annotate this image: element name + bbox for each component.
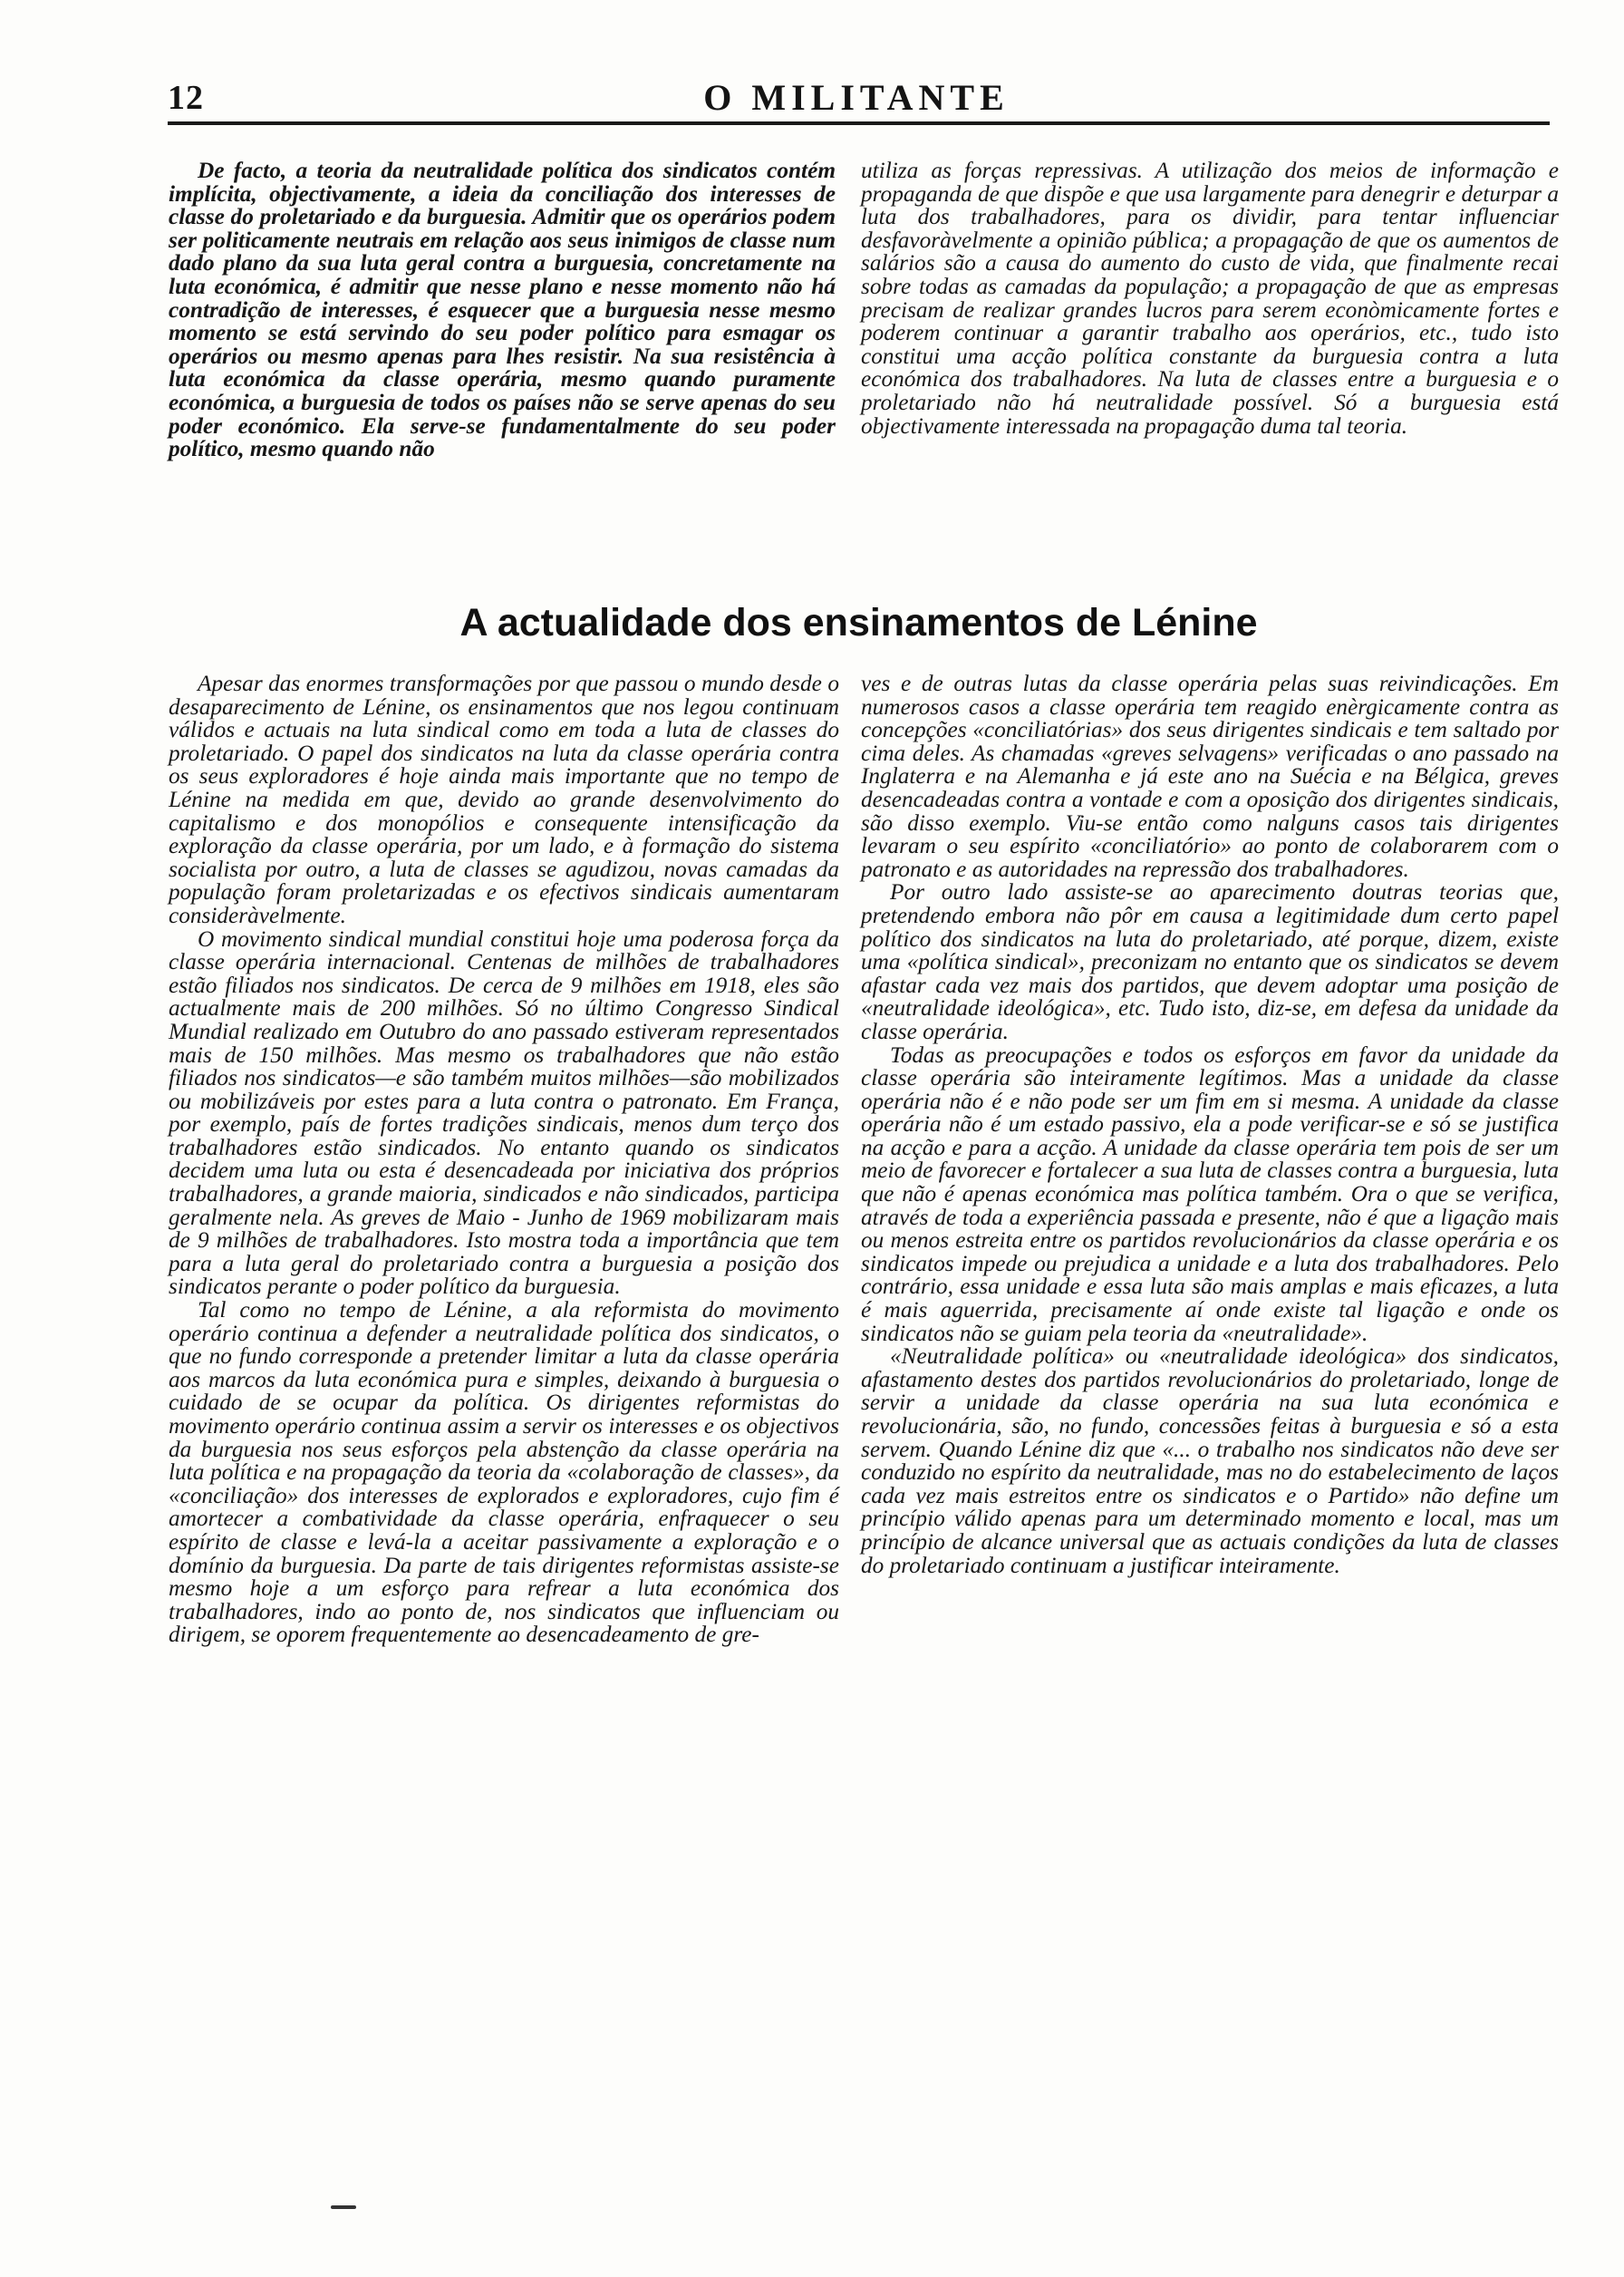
page-number: 12 [168, 79, 204, 117]
intro-left-paragraph: De facto, a teoria da neutralidade política dos sindicatos contém implícita, objectivamente, a ideia da conciliação dos interesses de classe do proletariado e da burguesia. Admitir que os operários podem ser politicamente neutrais em relação aos seus inimigos de classe num dado plano da sua luta geral contra a burguesia, concretamente na luta económica, é admitir que nesse plano e nesse momento não há contradição de interesses, é esquecer que a burguesia nesse mesmo momento se está servindo do seu poder político para esmagar os operários ou mesmo apenas para lhes resistir. Na sua resistência à luta económica da classe operária, mesmo quando puramente económica, a burguesia de todos os países não se serve apenas do seu poder económico. Ela serve-se fundamentalmente do seu poder político, mesmo quando não [169, 158, 836, 462]
article-left-column [169, 673, 839, 1647]
article-paragraph: «Neutralidade política» ou «neutralidade ideológica» dos sindicatos, afastamento destes dos partidos revolucionários do proletariado, longe de servir a unidade da classe operária na sua luta económica e revolucionária, são, no fundo, concessões feitas à burguesia e só a esta servem. Quando Lénine diz que «... o trabalho nos sindicatos não deve ser conduzido no espírito da neutralidade, mas no do estabelecimento de laços cada vez mais estreitos entre os sindicatos e o Partido» não define um princípio válido apenas para um determinado momento e local, mas um princípio de alcance universal que as actuais condições da luta de classes do proletariado continuam a justificar inteiramente. [861, 1343, 1559, 1578]
intro-left-column [169, 160, 836, 461]
scan-mark [331, 2205, 356, 2209]
article-paragraph: Apesar das enormes transformações por que passou o mundo desde o desaparecimento de Lénine, os ensinamentos que nos legou continuam válidos e actuais na luta sindical como em toda a luta de classes do proletariado. O papel dos sindicatos na luta da classe operária contra os seus exploradores é hoje ainda mais importante que no tempo de Lénine na medida em que, devido ao grande desenvolvimento do capitalismo e dos monopólios e consequente intensificação da exploração da classe operária, por um lado, e à formação do sistema socialista por outro, a luta de classes se agudizou, novas camadas da população foram proletarizadas e os efectivos sindicais aumentaram consideràvelmente. [169, 671, 839, 928]
running-title: O MILITANTE [703, 77, 1010, 118]
article-paragraph: Tal como no tempo de Lénine, a ala reformista do movimento operário continua a defender a neutralidade política dos sindicatos, o que no fundo corresponde a pretender limitar a luta da classe operária aos marcos da luta económica pura e simples, deixando à burguesia o cuidado de se ocupar da política. Os dirigentes reformistas do movimento operário continua assim a servir os interesses e os objectivos da burguesia nos seus esforços pela abstenção da classe operária na luta política e na propagação da teoria da «colaboração de classes», da «conciliação» dos interesses de explorados e exploradores, cujo fim é amortecer a combatividade da classe operária, enfraquecer o seu espírito de classe e levá-la a aceitar passivamente a exploração e o domínio da burguesia. Da parte de tais dirigentes reformistas assiste-se mesmo hoje a um esforço para refrear a luta económica dos trabalhadores, indo ao ponto de, nos sindicatos que influenciam ou dirigem, se oporem frequentemente ao desencadeamento de gre- [169, 1297, 839, 1648]
page-header [168, 71, 1545, 125]
intro-right-paragraph: utiliza as forças repressivas. A utilização dos meios de informação e propaganda de que dispõe e que usa largamente para denegrir e deturpar a luta dos trabalhadores, para os dividir, para tentar influenciar desfavoràvelmente a opinião pública; a propagação de que os aumentos de salários são a causa do aumento do custo de vida, que finalmente recai sobre todas as camadas da população; a propagação de que as empresas precisam de realizar grandes lucros para serem econòmicamente fortes e poderem continuar a garantir trabalho aos operários, etc., tudo isto constitui uma acção política constante da burguesia contra a luta económica dos trabalhadores. Na luta de classes entre a burguesia e o proletariado não há neutralidade possível. Só a burguesia está objectivamente interessada na propagação duma tal teoria. [861, 158, 1559, 439]
article-paragraph: Todas as preocupações e todos os esforços em favor da unidade da classe operária são inteiramente legítimos. Mas a unidade da classe operária não é e não pode ser um fim em si mesma. A unidade da classe operária não é um estado passivo, ela a pode verificar-se e só se justifica na acção e para a acção. A unidade da classe operária tem pois de ser um meio de favorecer e fortalecer a sua luta de classes contra a burguesia, luta que não é apenas económica mas política também. Ora o que se verifica, através de toda a experiência passada e presente, não é que a ligação mais ou menos estreita entre os partidos revolucionários da classe operária e os sindicatos impede ou prejudica a unidade e a luta dos trabalhadores. Pelo contrário, essa unidade e essa luta são mais amplas e mais eficazes, a luta é mais aguerrida, precisamente aí onde existe tal ligação e onde os sindicatos não se guiam pela teoria da «neutralidade». [861, 1042, 1559, 1346]
article-paragraph: ves e de outras lutas da classe operária pelas suas reivindicações. Em numerosos casos a classe operária tem reagido enèrgicamente contra as concepções «conciliatórias» dos seus dirigentes sindicais e tem saltado por cima deles. As chamadas «greves selvagens» verificadas o ano passado na Inglaterra e na Alemanha e já este ano na Suécia e na Bélgica, greves desencadeadas contra a vontade e com a oposição dos dirigentes sindicais, são disso exemplo. Viu-se então como nalguns casos tais dirigentes levaram o seu espírito «conciliatório» ao ponto de colaborarem com o patronato e as autoridades na repressão dos trabalhadores. [861, 671, 1559, 882]
article-paragraph: O movimento sindical mundial constitui hoje uma poderosa força da classe operária internacional. Centenas de milhões de trabalhadores estão filiados nos sindicatos. De cerca de 9 milhões em 1918, eles são actualmente mais de 200 milhões. Só no último Congresso Sindical Mundial realizado em Outubro do ano passado estiveram representados mais de 150 milhões. Mas mesmo os trabalhadores que não estão filiados nos sindicatos—e são também muitos milhões—são mobilizados ou mobilizáveis por estes para a luta contra o patronato. Em França, por exemplo, país de fortes tradições sindicais, menos dum terço dos trabalhadores estão sindicados. No entanto quando os sindicatos decidem uma luta ou esta é desencadeada por iniciativa dos próprios trabalhadores, a grande maioria, sindicados e não sindicados, participa geralmente nela. As greves de Maio - Junho de 1969 mobilizaram mais de 9 milhões de trabalhadores. Isto mostra toda a importância que tem para a luta geral do proletariado contra a burguesia a posição dos sindicatos perante o poder político da burguesia. [169, 925, 839, 1300]
article-right-column [861, 673, 1559, 1577]
intro-right-column [861, 160, 1559, 438]
header-rule [168, 121, 1550, 125]
article-paragraph: Por outro lado assiste-se ao aparecimento doutras teorias que, pretendendo embora não pôr em causa a legitimidade dum certo papel político dos sindicatos na luta do proletariado, até porque, dizem, existe uma «política sindical», preconizam no entanto que os sindicatos se devem afastar cada vez mais dos partidos, que devem adoptar uma posição de «neutralidade ideológica», etc. Tudo isto, diz-se, em defesa da unidade da classe operária. [861, 879, 1559, 1044]
article-title: A actualidade dos ensinamentos de Lénine [459, 601, 1258, 644]
